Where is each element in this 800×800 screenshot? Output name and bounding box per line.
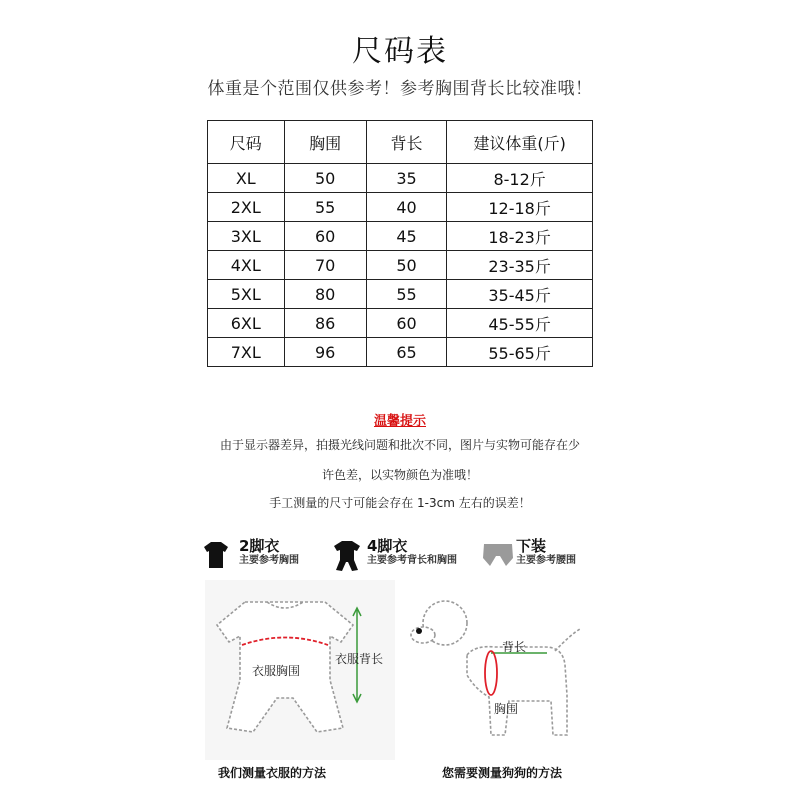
cell-size: 4XL <box>208 251 285 280</box>
clothes-chest-label: 衣服胸围 <box>252 664 301 678</box>
header-back-length: 背长 <box>366 121 446 164</box>
cell-chest: 60 <box>284 222 366 251</box>
cell-back-length: 35 <box>366 164 446 193</box>
cell-weight: 55-65斤 <box>447 338 593 367</box>
cell-weight: 45-55斤 <box>447 309 593 338</box>
legend-sub: 主要参考胸围 <box>239 555 299 566</box>
cell-weight: 18-23斤 <box>447 222 593 251</box>
pants-icon <box>482 540 514 568</box>
two-leg-shirt-icon <box>203 540 229 570</box>
cell-weight: 12-18斤 <box>447 193 593 222</box>
legend-sub: 主要参考背长和胸围 <box>367 555 457 566</box>
cell-chest: 80 <box>284 280 366 309</box>
cell-back-length: 55 <box>366 280 446 309</box>
header-chest: 胸围 <box>284 121 366 164</box>
notice-line: 由于显示器差异，拍摄光线问题和批次不同，图片与实物可能存在少 <box>219 438 580 452</box>
table-row <box>208 338 593 367</box>
cell-back-length: 60 <box>366 309 446 338</box>
cell-chest: 50 <box>284 164 366 193</box>
cell-size: 7XL <box>208 338 285 367</box>
cell-back-length: 45 <box>366 222 446 251</box>
legend-sub: 主要参考腰围 <box>516 555 576 566</box>
dog-measurement-diagram <box>405 585 595 755</box>
cell-back-length: 50 <box>366 251 446 280</box>
cell-size: 3XL <box>208 222 285 251</box>
cell-chest: 70 <box>284 251 366 280</box>
notice-line: 许色差，以实物颜色为准哦！ <box>321 468 478 482</box>
cell-weight: 35-45斤 <box>447 280 593 309</box>
legend-title: 2脚衣 <box>239 537 280 555</box>
cell-size: 2XL <box>208 193 285 222</box>
dog-chest-label: 胸围 <box>494 702 519 716</box>
table-header-row <box>208 121 593 164</box>
cell-back-length: 40 <box>366 193 446 222</box>
header-suggested-weight: 建议体重(斤) <box>447 121 593 164</box>
dog-caption: 您需要测量狗狗的方法 <box>442 766 563 780</box>
four-leg-suit-icon <box>333 540 361 572</box>
cell-chest: 55 <box>284 193 366 222</box>
clothes-back-length-label: 衣服背长 <box>335 652 384 666</box>
page-subtitle: 体重是个范围仅供参考！参考胸围背长比较准哦！ <box>207 79 593 99</box>
header-size: 尺码 <box>208 121 285 164</box>
cell-size: XL <box>208 164 285 193</box>
legend-title: 下装 <box>516 537 547 555</box>
table-row <box>208 280 593 309</box>
cell-weight: 8-12斤 <box>447 164 593 193</box>
notice-line: 手工测量的尺寸可能会存在 1-3cm 左右的误差！ <box>269 496 531 510</box>
table-row <box>208 164 593 193</box>
size-table <box>207 120 593 367</box>
cell-size: 6XL <box>208 309 285 338</box>
cell-size: 5XL <box>208 280 285 309</box>
table-row <box>208 251 593 280</box>
dog-back-length-label: 背长 <box>502 640 527 654</box>
notice-title: 温馨提示 <box>373 414 426 429</box>
legend-title: 4脚衣 <box>367 537 408 555</box>
cell-chest: 96 <box>284 338 366 367</box>
page-title: 尺码表 <box>352 34 448 69</box>
dog-nose-icon <box>416 628 422 634</box>
table-row <box>208 309 593 338</box>
table-row <box>208 222 593 251</box>
cell-back-length: 65 <box>366 338 446 367</box>
cell-weight: 23-35斤 <box>447 251 593 280</box>
table-row <box>208 193 593 222</box>
cell-chest: 86 <box>284 309 366 338</box>
clothes-caption: 我们测量衣服的方法 <box>218 766 327 780</box>
